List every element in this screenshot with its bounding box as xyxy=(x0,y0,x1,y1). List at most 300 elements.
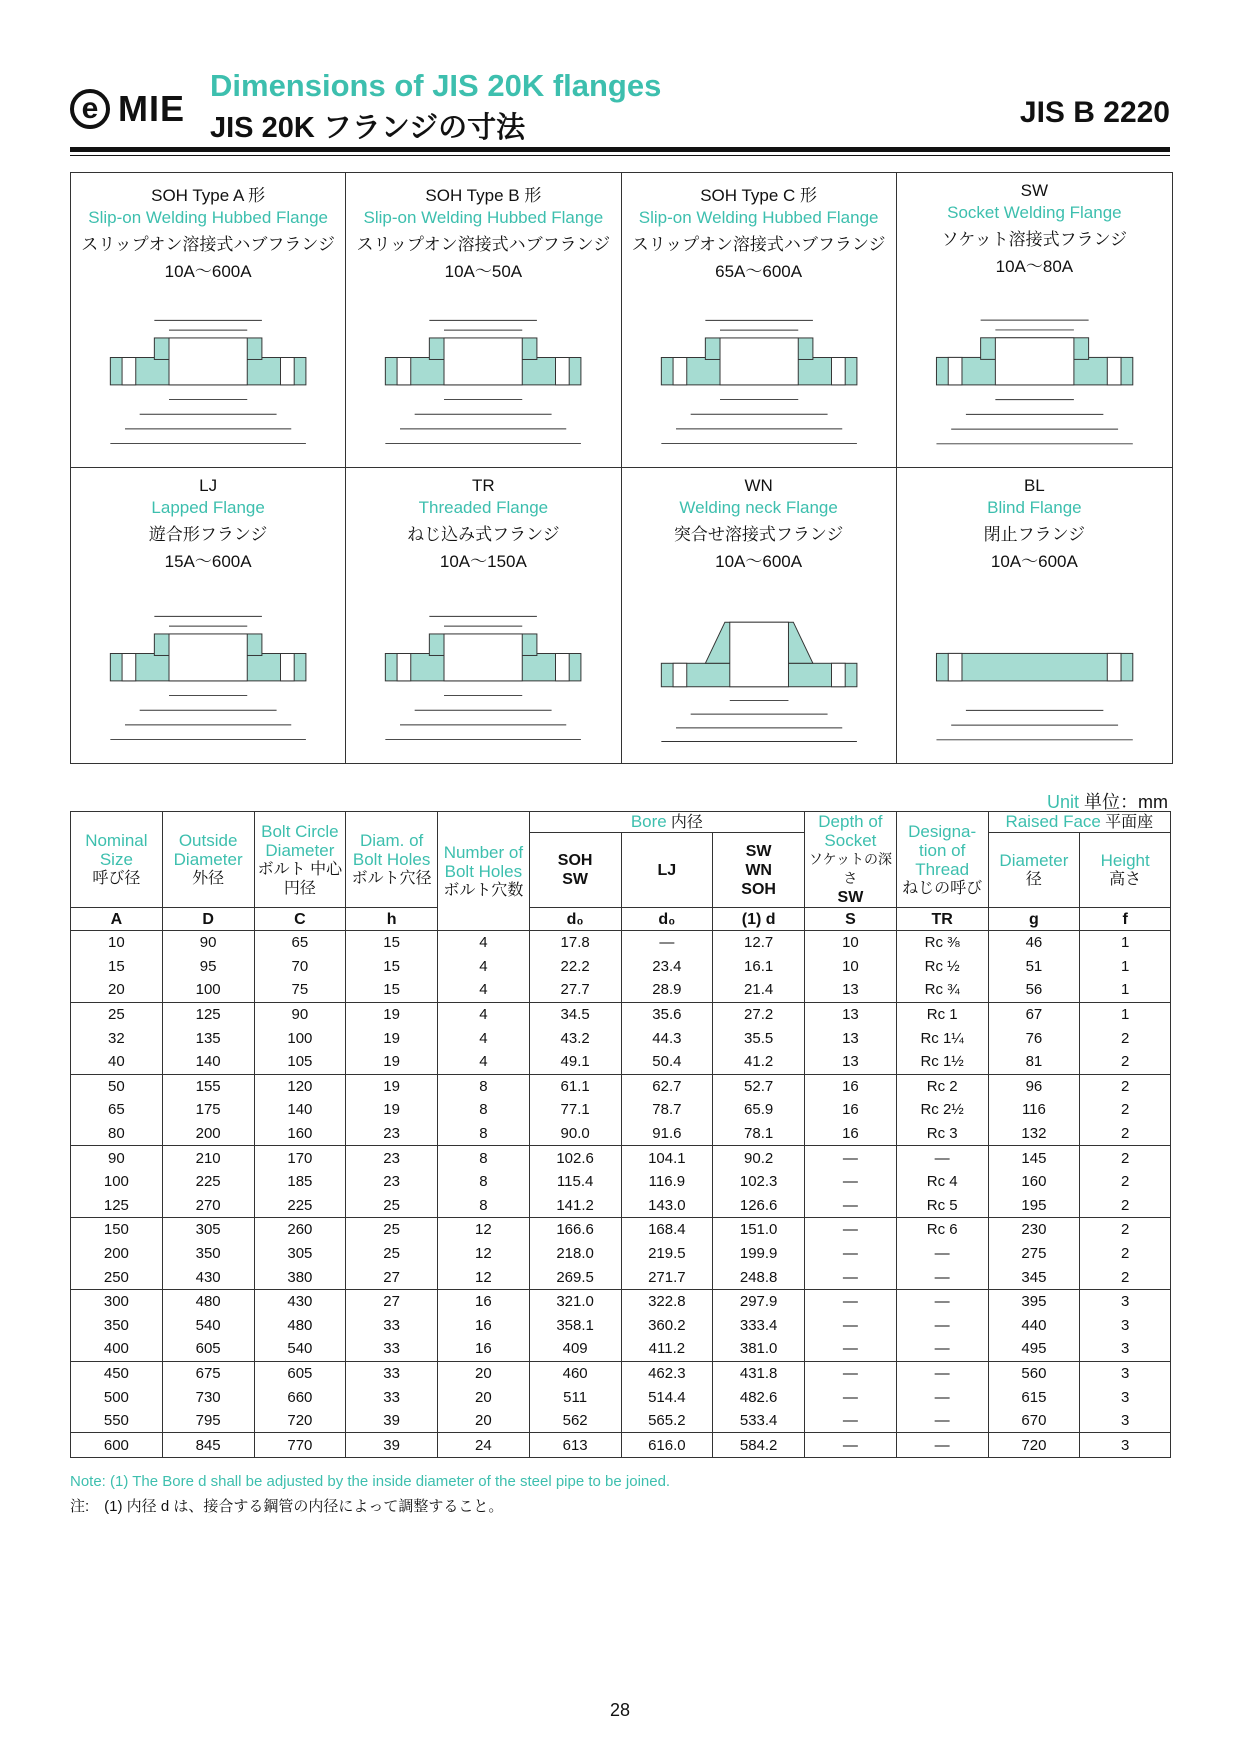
sym-d: (1) d xyxy=(713,908,805,931)
flange-size-range: 10A～600A xyxy=(164,262,252,281)
table-cell: 675 xyxy=(162,1361,254,1385)
table-cell: 616.0 xyxy=(621,1433,713,1458)
flange-drawing xyxy=(81,305,335,455)
table-cell: 20 xyxy=(438,1361,530,1385)
table-cell: 275 xyxy=(988,1242,1080,1266)
table-cell: 43.2 xyxy=(529,1026,621,1050)
table-cell: 730 xyxy=(162,1385,254,1409)
table-cell: 27.7 xyxy=(529,978,621,1002)
table-cell: 8 xyxy=(438,1074,530,1098)
table-cell: 70 xyxy=(254,955,346,979)
table-cell: 1 xyxy=(1080,955,1171,979)
table-cell: — xyxy=(805,1385,897,1409)
table-cell: 305 xyxy=(254,1242,346,1266)
table-cell: 46 xyxy=(988,931,1080,955)
table-cell: 2 xyxy=(1080,1170,1171,1194)
flange-drawing xyxy=(632,305,886,455)
table-row xyxy=(71,1074,1171,1098)
table-cell: 78.1 xyxy=(713,1122,805,1146)
table-row xyxy=(71,1433,1171,1458)
table-cell: 8 xyxy=(438,1146,530,1170)
table-cell: 135 xyxy=(162,1026,254,1050)
flange-name-en: Threaded Flange xyxy=(418,498,549,517)
table-cell: 39 xyxy=(346,1409,438,1433)
header-rule-thin xyxy=(70,155,1170,156)
col-bolt-hole-diam: Diam. of Bolt Holes ボルト穴径 xyxy=(346,812,438,908)
table-row xyxy=(71,1146,1171,1170)
table-cell: 300 xyxy=(71,1289,163,1313)
col-bore-lj: LJ xyxy=(621,833,713,908)
table-cell: 116 xyxy=(988,1098,1080,1122)
table-cell: 151.0 xyxy=(713,1218,805,1242)
table-cell: 613 xyxy=(529,1433,621,1458)
table-cell: 482.6 xyxy=(713,1385,805,1409)
table-cell: 155 xyxy=(162,1074,254,1098)
table-cell: 91.6 xyxy=(621,1122,713,1146)
table-cell: 51 xyxy=(988,955,1080,979)
logo-e-icon: e xyxy=(70,89,110,129)
table-cell: 3 xyxy=(1080,1433,1171,1458)
table-cell: 4 xyxy=(438,1002,530,1026)
table-cell: 39 xyxy=(346,1433,438,1458)
table-cell: 2 xyxy=(1080,1265,1171,1289)
sym-C: C xyxy=(254,908,346,931)
table-cell: 500 xyxy=(71,1385,163,1409)
table-row xyxy=(71,1385,1171,1409)
table-cell: 430 xyxy=(254,1289,346,1313)
table-cell: 4 xyxy=(438,978,530,1002)
table-cell: — xyxy=(805,1409,897,1433)
sym-A: A xyxy=(71,908,163,931)
flange-size-range: 10A～600A xyxy=(715,552,803,571)
flange-type-grid xyxy=(70,172,1173,764)
table-cell: 160 xyxy=(988,1170,1080,1194)
table-cell: 270 xyxy=(162,1194,254,1218)
table-cell: 96 xyxy=(988,1074,1080,1098)
table-cell: 25 xyxy=(346,1242,438,1266)
table-cell: 8 xyxy=(438,1194,530,1218)
sym-d0-soh: d₀ xyxy=(529,908,621,931)
table-cell: 27 xyxy=(346,1289,438,1313)
table-cell: 65 xyxy=(71,1098,163,1122)
table-cell: 2 xyxy=(1080,1098,1171,1122)
table-cell: 8 xyxy=(438,1122,530,1146)
table-cell: 2 xyxy=(1080,1242,1171,1266)
table-cell: 21.4 xyxy=(713,978,805,1002)
table-cell: 345 xyxy=(988,1265,1080,1289)
table-cell: 27 xyxy=(346,1265,438,1289)
table-cell: 350 xyxy=(162,1242,254,1266)
col-bolt-circle: Bolt Circle Diameter ボルト 中心円径 xyxy=(254,812,346,908)
flange-drawing xyxy=(356,305,610,455)
flange-name-en: Socket Welding Flange xyxy=(947,203,1122,222)
table-row xyxy=(71,1002,1171,1026)
table-cell: 380 xyxy=(254,1265,346,1289)
table-cell: 584.2 xyxy=(713,1433,805,1458)
flange-code: LJ xyxy=(199,476,218,495)
table-cell: 2 xyxy=(1080,1146,1171,1170)
table-cell: 10 xyxy=(71,931,163,955)
table-cell: 115.4 xyxy=(529,1170,621,1194)
table-cell: Rc 2½ xyxy=(896,1098,988,1122)
col-socket-depth: Depth of Socket ソケットの深さ SW xyxy=(805,812,897,908)
table-cell: 12 xyxy=(438,1218,530,1242)
table-cell: 19 xyxy=(346,1074,438,1098)
table-cell: 80 xyxy=(71,1122,163,1146)
table-cell: 13 xyxy=(805,1050,897,1074)
company-logo xyxy=(70,88,185,130)
table-cell: 195 xyxy=(988,1194,1080,1218)
table-cell: — xyxy=(896,1146,988,1170)
table-cell: 33 xyxy=(346,1361,438,1385)
standard-code: JIS B 2220 xyxy=(1019,96,1170,129)
table-row xyxy=(71,1050,1171,1074)
flange-code: BL xyxy=(1023,476,1045,495)
col-thread: Designa- tion of Thread ねじの呼び xyxy=(896,812,988,908)
table-cell: 23 xyxy=(346,1146,438,1170)
table-cell: 40 xyxy=(71,1050,163,1074)
table-cell: 16.1 xyxy=(713,955,805,979)
flange-name-ja: ソケット溶接式フランジ xyxy=(941,230,1128,249)
table-cell: — xyxy=(896,1385,988,1409)
table-cell: 100 xyxy=(71,1170,163,1194)
flange-type-cell xyxy=(622,468,897,763)
table-cell: 562 xyxy=(529,1409,621,1433)
col-bore-d: SW WN SOH xyxy=(713,833,805,908)
table-cell: 105 xyxy=(254,1050,346,1074)
table-cell: 2 xyxy=(1080,1122,1171,1146)
table-cell: 381.0 xyxy=(713,1337,805,1361)
table-cell: 44.3 xyxy=(621,1026,713,1050)
table-cell: 132 xyxy=(988,1122,1080,1146)
note-ja: 注: (1) 内径 d は、接合する鋼管の内径によって調整すること。 xyxy=(70,1498,504,1515)
table-cell: 2 xyxy=(1080,1026,1171,1050)
table-cell: 4 xyxy=(438,1026,530,1050)
table-cell: 248.8 xyxy=(713,1265,805,1289)
table-cell: 3 xyxy=(1080,1337,1171,1361)
table-row xyxy=(71,955,1171,979)
flange-type-cell xyxy=(71,468,346,763)
table-cell: 795 xyxy=(162,1409,254,1433)
table-cell: 25 xyxy=(346,1218,438,1242)
table-cell: — xyxy=(805,1218,897,1242)
table-cell: 225 xyxy=(254,1194,346,1218)
table-cell: — xyxy=(896,1265,988,1289)
table-cell: 150 xyxy=(71,1218,163,1242)
table-cell: 480 xyxy=(254,1314,346,1338)
dimension-table xyxy=(70,811,1171,1458)
table-cell: 13 xyxy=(805,1002,897,1026)
table-cell: 67 xyxy=(988,1002,1080,1026)
table-cell: 23.4 xyxy=(621,955,713,979)
page-title-en: Dimensions of JIS 20K flanges xyxy=(210,68,662,103)
table-cell: 116.9 xyxy=(621,1170,713,1194)
table-cell: 533.4 xyxy=(713,1409,805,1433)
table-cell: 358.1 xyxy=(529,1314,621,1338)
table-cell: 104.1 xyxy=(621,1146,713,1170)
flange-size-range: 15A～600A xyxy=(164,552,252,571)
table-cell: — xyxy=(896,1433,988,1458)
flange-type-cell xyxy=(897,468,1172,763)
table-row xyxy=(71,1265,1171,1289)
table-cell: 450 xyxy=(71,1361,163,1385)
table-cell: 10 xyxy=(805,931,897,955)
table-cell: 400 xyxy=(71,1337,163,1361)
sym-TR: TR xyxy=(896,908,988,931)
flange-size-range: 10A～600A xyxy=(990,552,1078,571)
table-cell: 225 xyxy=(162,1170,254,1194)
flange-drawing xyxy=(356,601,610,751)
table-cell: 1 xyxy=(1080,931,1171,955)
table-cell: 27.2 xyxy=(713,1002,805,1026)
table-cell: 1 xyxy=(1080,1002,1171,1026)
table-cell: — xyxy=(805,1361,897,1385)
unit-ja: 単位：mm xyxy=(1084,792,1168,812)
flange-drawing xyxy=(907,601,1162,751)
col-raised-face-group: Raised Face 平面座 xyxy=(988,812,1170,833)
table-cell: 462.3 xyxy=(621,1361,713,1385)
table-cell: 24 xyxy=(438,1433,530,1458)
table-cell: 511 xyxy=(529,1385,621,1409)
table-cell: 720 xyxy=(254,1409,346,1433)
table-cell: 321.0 xyxy=(529,1289,621,1313)
table-cell: 431.8 xyxy=(713,1361,805,1385)
table-cell: 100 xyxy=(162,978,254,1002)
col-outside-diameter: Outside Diameter 外径 xyxy=(162,812,254,908)
flange-name-ja: スリップオン溶接式ハブフランジ xyxy=(81,235,335,254)
table-cell: 3 xyxy=(1080,1314,1171,1338)
table-cell: 175 xyxy=(162,1098,254,1122)
table-cell: 25 xyxy=(346,1194,438,1218)
table-cell: 1 xyxy=(1080,978,1171,1002)
flange-name-ja: 遊合形フランジ xyxy=(148,525,268,544)
table-cell: 16 xyxy=(438,1289,530,1313)
table-cell: 360.2 xyxy=(621,1314,713,1338)
table-cell: 20 xyxy=(71,978,163,1002)
table-cell: 218.0 xyxy=(529,1242,621,1266)
table-cell: 25 xyxy=(71,1002,163,1026)
table-cell: 260 xyxy=(254,1218,346,1242)
table-cell: — xyxy=(805,1194,897,1218)
table-cell: 35.5 xyxy=(713,1026,805,1050)
table-cell: 16 xyxy=(805,1074,897,1098)
table-cell: Rc 6 xyxy=(896,1218,988,1242)
table-cell: 2 xyxy=(1080,1074,1171,1098)
table-cell: 20 xyxy=(438,1385,530,1409)
table-cell: 49.1 xyxy=(529,1050,621,1074)
table-cell: 560 xyxy=(988,1361,1080,1385)
table-cell: 19 xyxy=(346,1050,438,1074)
col-rf-height: Height 高さ xyxy=(1080,833,1171,908)
table-cell: 50.4 xyxy=(621,1050,713,1074)
table-row xyxy=(71,1337,1171,1361)
table-cell: 200 xyxy=(162,1122,254,1146)
flange-code: SOH Type A 形 xyxy=(151,186,266,205)
table-cell: 615 xyxy=(988,1385,1080,1409)
sym-S: S xyxy=(805,908,897,931)
table-row xyxy=(71,931,1171,955)
flange-size-range: 10A～150A xyxy=(439,552,527,571)
page-number: 28 xyxy=(609,1700,631,1720)
flange-code: SW xyxy=(1020,181,1049,200)
table-cell: 22.2 xyxy=(529,955,621,979)
table-row xyxy=(71,1314,1171,1338)
table-cell: 297.9 xyxy=(713,1289,805,1313)
flange-code: SOH Type B 形 xyxy=(425,186,542,205)
table-cell: 90.0 xyxy=(529,1122,621,1146)
flange-name-ja: スリップオン溶接式ハブフランジ xyxy=(356,235,611,254)
table-cell: 90 xyxy=(254,1002,346,1026)
table-cell: 140 xyxy=(254,1098,346,1122)
table-cell: 460 xyxy=(529,1361,621,1385)
table-cell: Rc 2 xyxy=(896,1074,988,1098)
table-cell: Rc 1½ xyxy=(896,1050,988,1074)
table-cell: 395 xyxy=(988,1289,1080,1313)
table-cell: Rc 3 xyxy=(896,1122,988,1146)
table-cell: — xyxy=(896,1361,988,1385)
col-bore-soh: SOH SW xyxy=(529,833,621,908)
table-cell: 480 xyxy=(162,1289,254,1313)
table-cell: 33 xyxy=(346,1314,438,1338)
table-cell: Rc 5 xyxy=(896,1194,988,1218)
table-cell: 81 xyxy=(988,1050,1080,1074)
flange-type-cell xyxy=(622,173,897,468)
table-cell: 120 xyxy=(254,1074,346,1098)
table-cell: 199.9 xyxy=(713,1242,805,1266)
table-cell: 23 xyxy=(346,1122,438,1146)
table-cell: 19 xyxy=(346,1098,438,1122)
table-cell: 61.1 xyxy=(529,1074,621,1098)
table-cell: 600 xyxy=(71,1433,163,1458)
table-cell: 126.6 xyxy=(713,1194,805,1218)
table-cell: 77.1 xyxy=(529,1098,621,1122)
table-cell: 210 xyxy=(162,1146,254,1170)
table-cell: Rc 1 xyxy=(896,1002,988,1026)
table-cell: Rc ⅜ xyxy=(896,931,988,955)
table-cell: 41.2 xyxy=(713,1050,805,1074)
table-cell: 4 xyxy=(438,955,530,979)
table-cell: 3 xyxy=(1080,1361,1171,1385)
table-cell: 100 xyxy=(254,1026,346,1050)
table-cell: — xyxy=(621,931,713,955)
table-cell: — xyxy=(896,1337,988,1361)
flange-name-en: Welding neck Flange xyxy=(679,498,838,517)
table-cell: 16 xyxy=(805,1122,897,1146)
table-cell: 720 xyxy=(988,1433,1080,1458)
table-cell: 170 xyxy=(254,1146,346,1170)
table-cell: — xyxy=(896,1314,988,1338)
table-cell: 16 xyxy=(805,1098,897,1122)
table-cell: 4 xyxy=(438,1050,530,1074)
table-cell: 3 xyxy=(1080,1409,1171,1433)
table-cell: 15 xyxy=(346,931,438,955)
sym-D: D xyxy=(162,908,254,931)
table-cell: 95 xyxy=(162,955,254,979)
header-rule xyxy=(70,147,1170,152)
table-cell: 3 xyxy=(1080,1385,1171,1409)
table-cell: 565.2 xyxy=(621,1409,713,1433)
table-cell: 33 xyxy=(346,1337,438,1361)
flange-name-en: Lapped Flange xyxy=(151,498,265,517)
table-cell: 350 xyxy=(71,1314,163,1338)
table-cell: Rc 1¼ xyxy=(896,1026,988,1050)
table-cell: 125 xyxy=(71,1194,163,1218)
flange-name-ja: 突合せ溶接式フランジ xyxy=(673,525,844,544)
table-cell: 15 xyxy=(346,978,438,1002)
table-cell: 65.9 xyxy=(713,1098,805,1122)
table-cell: 56 xyxy=(988,978,1080,1002)
table-cell: 605 xyxy=(162,1337,254,1361)
flange-name-ja: スリップオン溶接式ハブフランジ xyxy=(631,235,886,254)
table-cell: Rc ¾ xyxy=(896,978,988,1002)
table-cell: 160 xyxy=(254,1122,346,1146)
table-cell: — xyxy=(896,1289,988,1313)
table-cell: — xyxy=(805,1289,897,1313)
table-cell: 514.4 xyxy=(621,1385,713,1409)
table-row xyxy=(71,1170,1171,1194)
flange-name-ja: ねじ込み式フランジ xyxy=(407,525,560,544)
table-cell: 10 xyxy=(805,955,897,979)
page-title-ja: JIS 20K フランジの寸法 xyxy=(210,112,526,144)
table-cell: 660 xyxy=(254,1385,346,1409)
table-cell: 200 xyxy=(71,1242,163,1266)
table-cell: 4 xyxy=(438,931,530,955)
table-row xyxy=(71,1122,1171,1146)
col-number-of-holes: Number of Bolt Holes ボルト穴数 xyxy=(438,812,530,931)
table-cell: 52.7 xyxy=(713,1074,805,1098)
table-cell: 65 xyxy=(254,931,346,955)
flange-type-cell xyxy=(346,173,621,468)
table-cell: 166.6 xyxy=(529,1218,621,1242)
col-nominal-size: Nominal Size 呼び径 xyxy=(71,812,163,908)
table-cell: 20 xyxy=(438,1409,530,1433)
col-bore-group: Bore 内径 xyxy=(529,812,804,833)
table-cell: 3 xyxy=(1080,1289,1171,1313)
table-cell: 143.0 xyxy=(621,1194,713,1218)
flange-drawing xyxy=(81,601,335,751)
flange-type-cell xyxy=(346,468,621,763)
table-cell: — xyxy=(805,1314,897,1338)
table-cell: Rc ½ xyxy=(896,955,988,979)
table-cell: 670 xyxy=(988,1409,1080,1433)
flange-name-en: Slip-on Welding Hubbed Flange xyxy=(88,208,328,227)
sym-f: f xyxy=(1080,908,1171,931)
flange-size-range: 10A～50A xyxy=(444,262,523,281)
table-cell: — xyxy=(805,1433,897,1458)
table-cell: 32 xyxy=(71,1026,163,1050)
table-cell: 271.7 xyxy=(621,1265,713,1289)
flange-size-range: 65A～600A xyxy=(715,262,803,281)
table-row xyxy=(71,1409,1171,1433)
flange-drawing xyxy=(907,305,1162,455)
table-cell: 13 xyxy=(805,978,897,1002)
table-cell: 16 xyxy=(438,1314,530,1338)
table-cell: 770 xyxy=(254,1433,346,1458)
table-cell: 322.8 xyxy=(621,1289,713,1313)
flange-code: TR xyxy=(472,476,495,495)
table-cell: 2 xyxy=(1080,1050,1171,1074)
table-cell: — xyxy=(805,1170,897,1194)
flange-code: SOH Type C 形 xyxy=(700,186,818,205)
table-row xyxy=(71,978,1171,1002)
table-cell: 50 xyxy=(71,1074,163,1098)
flange-name-en: Blind Flange xyxy=(987,498,1082,517)
table-cell: 17.8 xyxy=(529,931,621,955)
table-cell: — xyxy=(896,1242,988,1266)
table-cell: 430 xyxy=(162,1265,254,1289)
table-cell: 230 xyxy=(988,1218,1080,1242)
table-row xyxy=(71,1194,1171,1218)
